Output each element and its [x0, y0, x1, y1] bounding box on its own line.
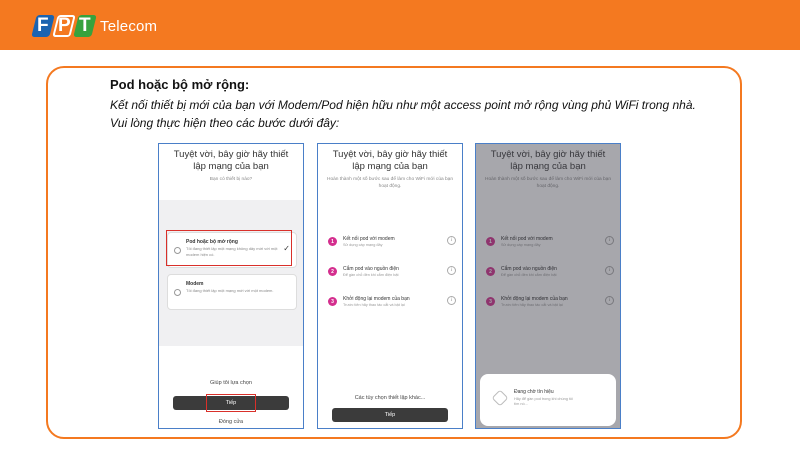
info-icon[interactable]: i [447, 236, 456, 245]
pod-hexagon-icon [492, 390, 509, 407]
header-bar [0, 0, 800, 50]
step-number: 3 [486, 297, 495, 306]
setup-step: 1 Kết nối pod với modem Sử dụng cáp mạng đây i [328, 235, 456, 253]
phone-screen-waiting-signal [475, 143, 621, 429]
screen-title: Tuyệt vời, bây giờ hãy thiết lập mạng của bạn [490, 149, 606, 172]
step-number: 1 [486, 237, 495, 246]
info-icon[interactable]: i [447, 266, 456, 275]
close-link[interactable]: Đóng cửa [218, 419, 244, 425]
highlight-box [206, 394, 256, 412]
step-number: 2 [328, 267, 337, 276]
step-number: 3 [328, 297, 337, 306]
screen-subtitle: Hoàn thành một số bước sau để làm cho WiFi mới của bạn hoạt động. [326, 177, 454, 189]
step-number: 1 [328, 237, 337, 246]
screen-subtitle: Bạn có thiết bị nào? [209, 177, 253, 182]
info-icon: i [605, 296, 614, 305]
section-heading: Pod hoặc bộ mở rộng: [110, 77, 250, 92]
fpt-logo-mark: F P T [34, 15, 94, 37]
option-modem[interactable]: Modem Tôi đang thiết lập một mạng mới với một modem. [167, 274, 297, 310]
help-choose-link[interactable]: Giúp tôi lựa chọn [210, 380, 252, 386]
check-icon: ✓ [283, 244, 290, 253]
setup-step: 1 Kết nối pod với modem Sử dụng cáp mạng đây i [486, 235, 614, 253]
other-setup-options-link[interactable]: Các tùy chọn thiết lập khác... [354, 395, 426, 401]
sheet-title: Đang chờ tín hiệu [514, 389, 554, 395]
info-icon[interactable]: i [447, 296, 456, 305]
highlight-box [166, 230, 292, 266]
sheet-description: Hãy để gần pod trong khi chúng tôi tìm nó... [514, 397, 573, 406]
phone-screen-choose-device [158, 143, 304, 429]
info-icon: i [605, 266, 614, 275]
next-button[interactable]: Tiếp [332, 408, 448, 422]
waiting-bottom-sheet [480, 374, 616, 426]
setup-step: 2 Cắm pod vào nguồn điện Để gần chỗ đèn khi cắm điện bật i [328, 265, 456, 283]
next-button[interactable]: Tiếp [173, 396, 289, 410]
option-pod-extender[interactable]: Pod hoặc bộ mở rộng Tôi đang thiết lập một mạng không dây mới với một modem hiện có. ✓ [167, 232, 297, 268]
fpt-telecom-logo [34, 12, 157, 40]
phone-screen-setup-steps [317, 143, 463, 429]
brand-subtitle: Telecom [100, 17, 158, 35]
screen-title: Tuyệt vời, bây giờ hãy thiết lập mạng của bạn [173, 149, 289, 172]
screen-subtitle: Hoàn thành một số bước sau để làm cho WiFi mới của bạn hoạt động. [484, 177, 612, 189]
setup-step: 3 Khởi động lại modem của bạn Trước tiên hãy thao tác cắt và bật lại i [328, 295, 456, 313]
info-icon: i [605, 236, 614, 245]
options-area [159, 200, 303, 346]
setup-step: 3 Khởi động lại modem của bạn Trước tiên hãy thao tác cắt và bật lại i [486, 295, 614, 313]
radio-icon [174, 289, 181, 296]
step-number: 2 [486, 267, 495, 276]
section-description: Kết nối thiết bị mới của bạn với Modem/Pod hiện hữu như một access point mở rộng vùng phủ WiFi trong nhà. Vui lòng thực hiện theo các bước dưới đây: [110, 98, 696, 130]
setup-step: 2 Cắm pod vào nguồn điện Để gần chỗ đèn khi cắm điện bật i [486, 265, 614, 283]
screen-title: Tuyệt vời, bây giờ hãy thiết lập mạng của bạn [332, 149, 448, 172]
